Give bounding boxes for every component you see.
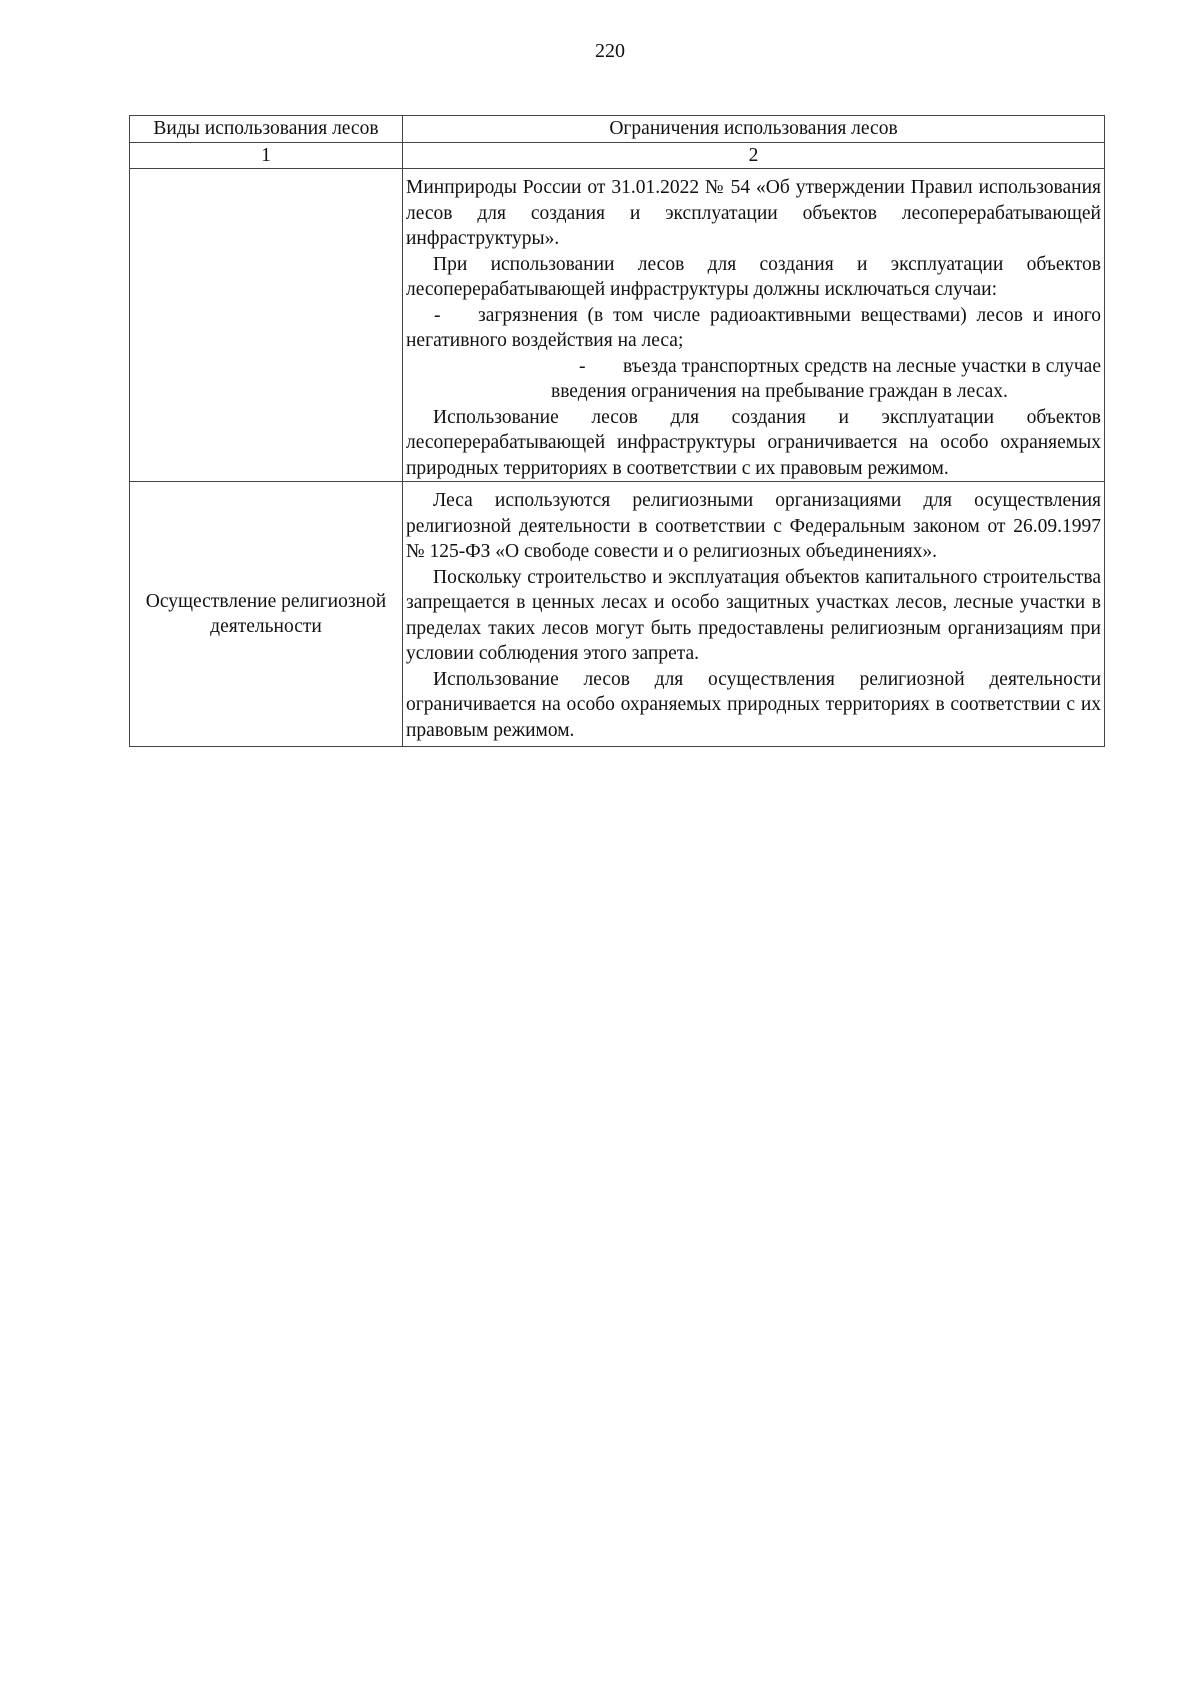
header-forest-use-kinds: Виды использования лесов	[130, 116, 403, 143]
bullet-text: загрязнения (в том числе радиоактивными веществами) лесов и иного негативного воздействия на леса;	[406, 304, 1101, 351]
bullet-item: - въезда транспортных средств на лесные участки в случае введения ограничения на пребывание граждан в лесах.	[551, 355, 1101, 402]
row-kind-cell	[130, 169, 403, 482]
paragraph: При использовании лесов для создания и эксплуатации объектов лесоперерабатывающей инфраструктуры должны исключаться случаи:	[406, 253, 1101, 300]
column-number-1: 1	[130, 142, 403, 169]
bullet-marker: -	[434, 304, 441, 326]
row-restrictions-cell	[403, 169, 1105, 482]
row-kind-cell: Осуществление религиозной деятельности	[130, 482, 403, 747]
paragraph: Минприроды России от 31.01.2022 № 54 «Об утверждении Правил использования лесов для создания и эксплуатации объектов лесоперерабатывающей инфраструктуры».	[406, 177, 1101, 249]
table-row	[130, 482, 1105, 747]
column-number-row	[130, 142, 1105, 169]
paragraph: Использование лесов для осуществления религиозной деятельности ограничивается на особо охраняемых природных территориях в соответствии с их правовым режимом.	[406, 668, 1101, 741]
table-row	[130, 169, 1105, 482]
page-number: 220	[595, 40, 625, 62]
row-restrictions-cell	[403, 482, 1105, 747]
column-number-2: 2	[403, 142, 1105, 169]
header-forest-use-restrictions: Ограничения использования лесов	[403, 116, 1105, 143]
paragraph: Поскольку строительство и эксплуатация объектов капитального строительства запрещается в ценных лесах и особо защитных участках лесов, лесные участки в пределах таких лесов могут быть предоставлены религиозным организациям при условии соблюдения этого запрета.	[406, 566, 1101, 664]
table-header-row	[130, 116, 1105, 143]
bullet-item	[406, 303, 1101, 354]
paragraph: Леса используются религиозными организациями для осуществления религиозной деятельности в соответствии с Федеральным законом от 26.09.1997 № 125-ФЗ «О свободе совести и о религиозных объединениях».	[406, 490, 1101, 562]
forest-use-table	[129, 115, 1105, 747]
paragraph: Использование лесов для создания и эксплуатации объектов лесоперерабатывающей инфраструктуры ограничивается на особо охраняемых природных территориях в соответствии с их правовым режимом.	[406, 406, 1101, 479]
bullet-text: въезда транспортных средств на лесные участки в случае введения ограничения на пребывание граждан в лесах.	[551, 355, 1101, 402]
